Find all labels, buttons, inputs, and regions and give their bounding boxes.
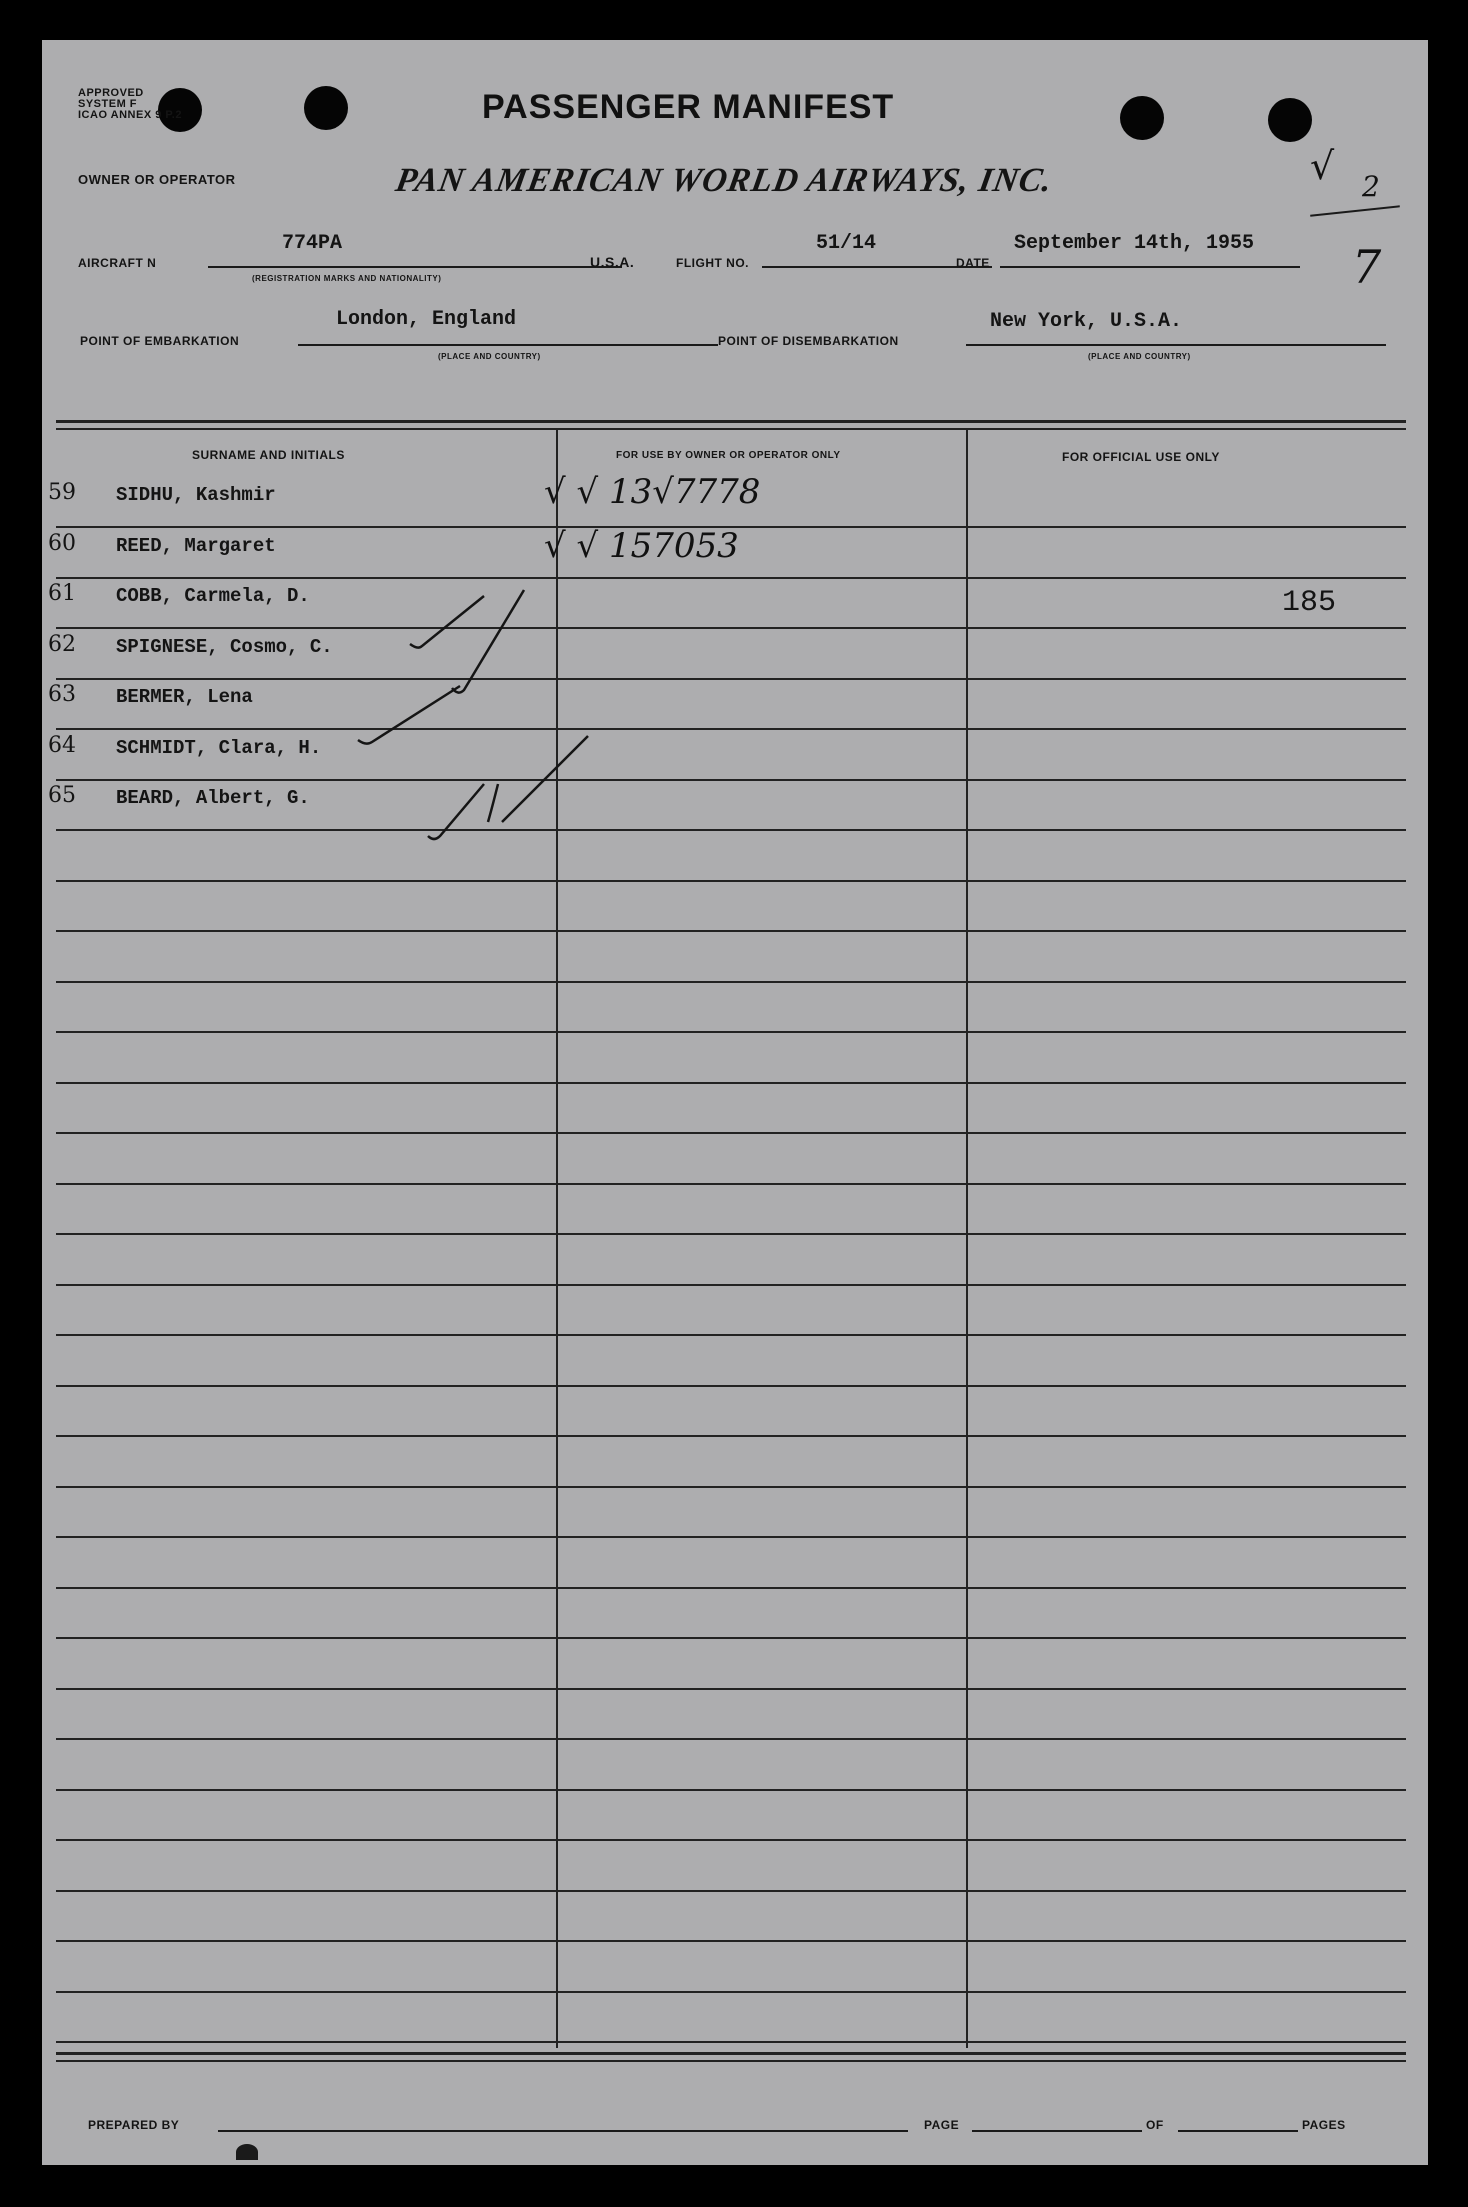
page-underline [972,2130,1142,2132]
check-mark-61 [410,596,484,648]
column-header-surname: SURNAME AND INITIALS [192,448,345,462]
aircraft-underline [208,266,622,268]
owner-label: OWNER OR OPERATOR [78,172,236,187]
table-row-rule [56,577,1406,579]
row-number: 59 [48,480,76,505]
table-row-rule [56,1587,1406,1589]
table-row-rule [56,779,1406,781]
table-row-rule [56,1940,1406,1942]
owner-note: √ √ 13√7778 [544,472,761,512]
form-title: PASSENGER MANIFEST [482,88,895,126]
column-divider [966,428,968,2048]
embarkation-value: London, England [336,308,517,331]
aircraft-label: AIRCRAFT N [78,256,157,270]
punch-hole [1120,96,1164,140]
column-header-official-use: FOR OFFICIAL USE ONLY [1062,450,1220,464]
table-row-rule [56,1890,1406,1892]
punch-hole [304,86,348,130]
table-row-rule [56,1839,1406,1841]
of-label: OF [1146,2118,1164,2132]
table-row-rule [56,1082,1406,1084]
row-number: 60 [48,531,76,556]
approval-line: APPROVED [78,87,144,99]
column-header-owner-use: FOR USE BY OWNER OR OPERATOR ONLY [616,450,841,461]
prepared-underline [218,2130,908,2132]
table-row-rule [56,678,1406,680]
prepared-label: PREPARED BY [88,2118,180,2132]
table-top-rule [56,428,1406,430]
disembarkation-label: POINT OF DISEMBARKATION [718,334,899,348]
passenger-name: BEARD, Albert, G. [116,787,310,809]
table-row-rule [56,1435,1406,1437]
table-row-rule [56,2041,1406,2043]
margin-mark: 7 [1352,240,1382,294]
table-bottom-rule [56,2060,1406,2062]
disembarkation-sublabel: (PLACE AND COUNTRY) [1088,352,1191,361]
margin-mark: 2 [1362,170,1380,203]
table-row-rule [56,1991,1406,1993]
flight-label: FLIGHT NO. [676,256,749,270]
passenger-name: SPIGNESE, Cosmo, C. [116,636,333,658]
table-row-rule [56,1738,1406,1740]
passenger-name: REED, Margaret [116,535,276,557]
approval-stamp [78,88,278,121]
approval-line: ICAO ANNEX 9 P.2 [78,109,182,121]
table-row-rule [56,981,1406,983]
table-row-rule [56,1334,1406,1336]
page-label: PAGE [924,2118,960,2132]
approval-line: SYSTEM F [78,98,138,110]
table-row-rule [56,1284,1406,1286]
table-row-rule [56,728,1406,730]
registration-sublabel: (REGISTRATION MARKS AND NATIONALITY) [252,274,442,283]
manifest-sheet [42,40,1428,2165]
embarkation-label: POINT OF EMBARKATION [80,334,240,348]
table-row-rule [56,1183,1406,1185]
row-number: 65 [48,783,76,808]
table-row-rule [56,1132,1406,1134]
check-mark-62 [452,590,524,693]
date-value: September 14th, 1955 [1014,232,1255,255]
date-label: DATE [956,256,990,270]
passenger-name: SIDHU, Kashmir [116,484,276,506]
margin-check-mark: √ [1310,144,1335,188]
check-mark-63 [358,686,460,744]
table-row-rule [56,1486,1406,1488]
check-mark-65 [428,784,484,839]
of-underline [1178,2130,1298,2132]
table-row-rule [56,1385,1406,1387]
check-mark-64 [488,736,588,822]
country-label: U.S.A. [590,254,635,270]
flight-value: 51/14 [816,232,877,255]
table-row-rule [56,1536,1406,1538]
table-row-rule [56,627,1406,629]
airline-name: PAN AMERICAN WORLD AIRWAYS, INC. [392,162,1056,199]
table-row-rule [56,1233,1406,1235]
aircraft-value: 774PA [282,232,343,255]
table-row-rule [56,829,1406,831]
table-row-rule [56,880,1406,882]
row-number: 63 [48,682,76,707]
passenger-name: COBB, Carmela, D. [116,585,310,607]
disembarkation-underline [966,344,1386,346]
row-number: 61 [48,581,76,606]
margin-stroke [1310,205,1400,216]
table-row-rule [56,1789,1406,1791]
check-marks [342,530,602,860]
table-bottom-rule [56,2052,1406,2055]
table-row-rule [56,1031,1406,1033]
row-number: 62 [48,632,76,657]
official-note: 185 [1282,586,1337,620]
table-row-rule [56,930,1406,932]
passenger-name: BERMER, Lena [116,686,253,708]
disembarkation-value: New York, U.S.A. [990,310,1183,333]
pages-label: PAGES [1302,2118,1346,2132]
embarkation-underline [298,344,718,346]
table-row-rule [56,1637,1406,1639]
date-underline [1000,266,1300,268]
passenger-name: SCHMIDT, Clara, H. [116,737,322,759]
embarkation-sublabel: (PLACE AND COUNTRY) [438,352,541,361]
union-bug-icon [236,2144,258,2160]
table-row-rule [56,1688,1406,1690]
row-number: 64 [48,733,76,758]
owner-note: √ √ 157053 [544,526,739,566]
punch-hole [1268,98,1312,142]
table-top-rule [56,420,1406,423]
